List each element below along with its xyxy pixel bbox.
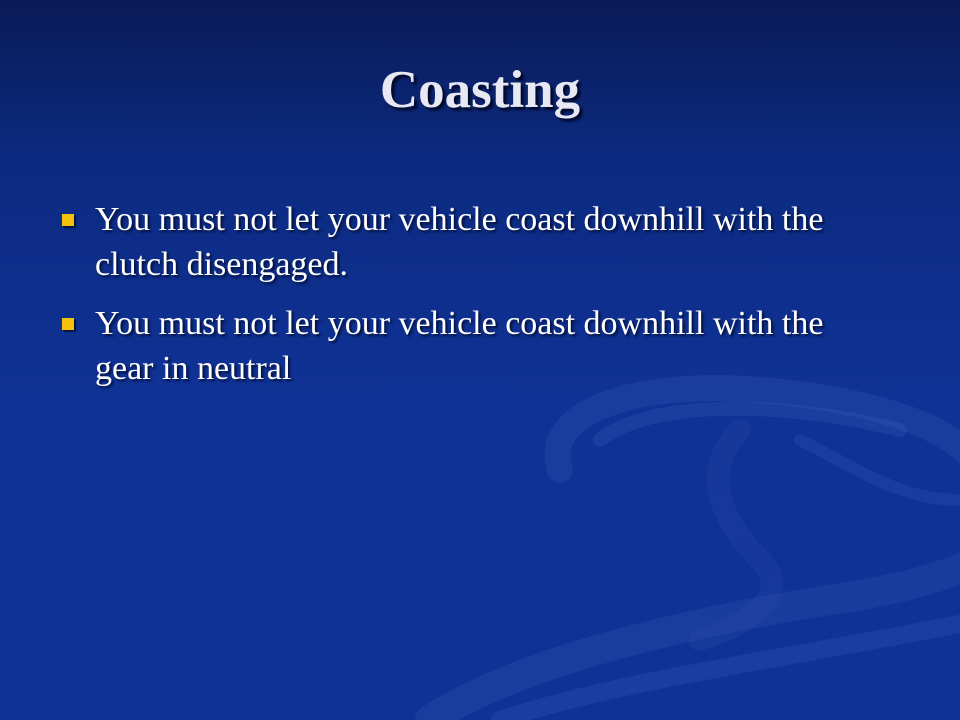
bullet-text: You must not let your vehicle coast downhill with the clutch disengaged. [95, 201, 824, 283]
slide-title: Coasting [379, 61, 581, 119]
bullet-item [60, 301, 880, 391]
bullet-text: You must not let your vehicle coast downhill with the gear in neutral [95, 305, 824, 387]
square-bullet-icon [62, 214, 74, 226]
bullet-list [60, 197, 880, 405]
square-bullet-icon [62, 318, 74, 330]
bullet-item [60, 197, 880, 287]
